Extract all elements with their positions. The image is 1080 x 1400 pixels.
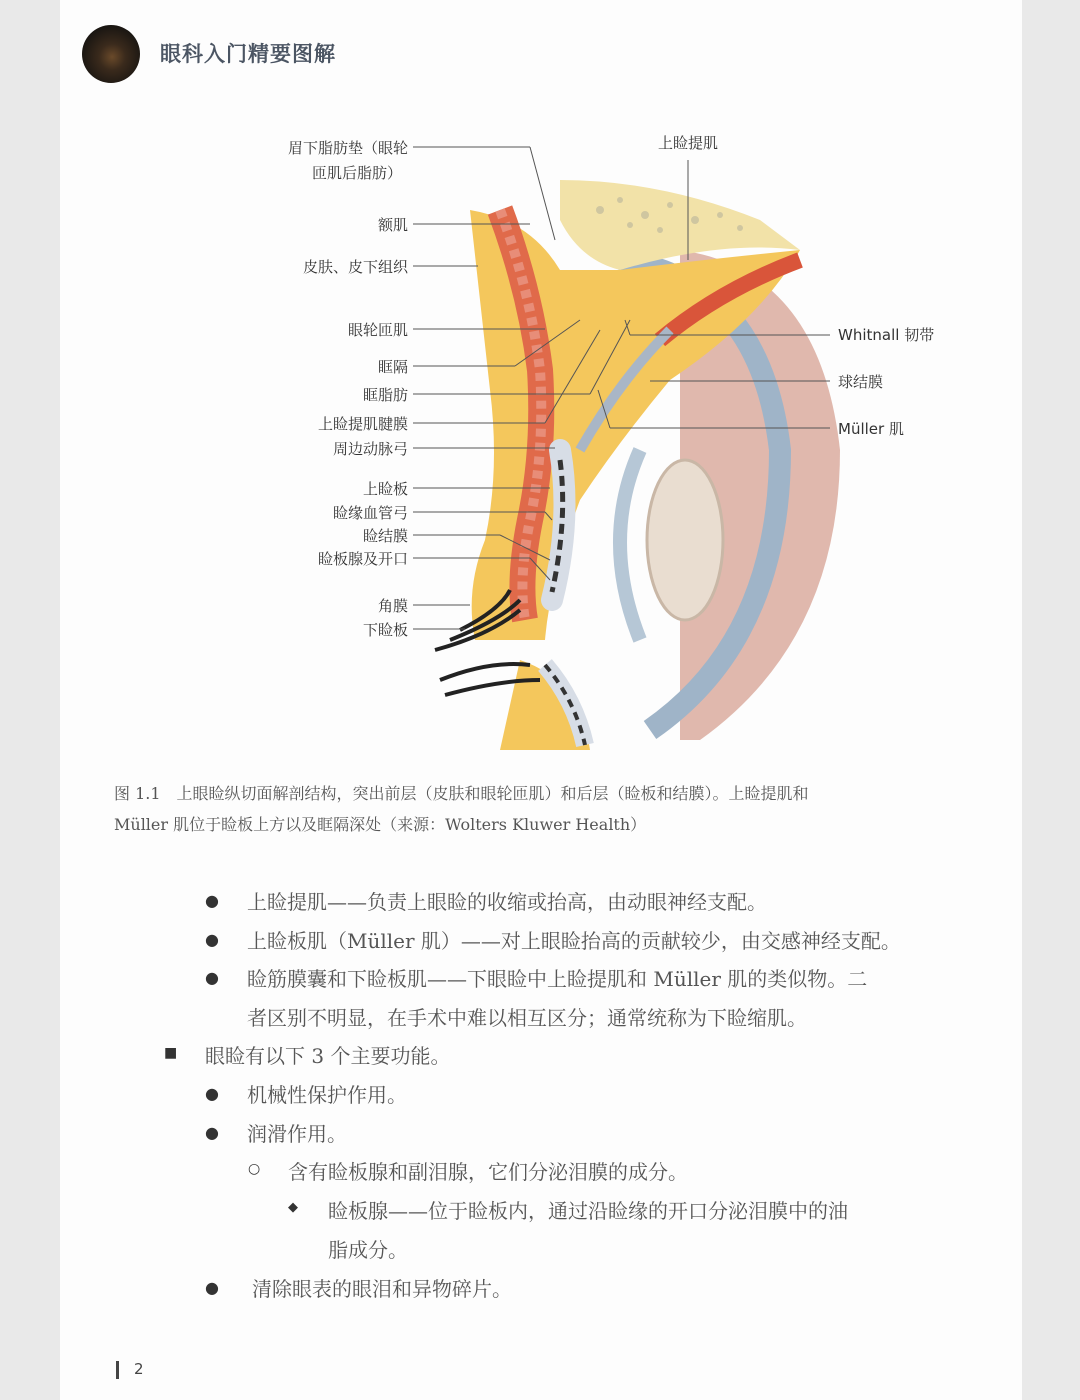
list-item-continued: 者区别不明显，在手术中难以相互区分；通常统称为下睑缩肌。 xyxy=(247,1006,807,1030)
label-cornea: 角膜 xyxy=(377,597,408,615)
label-frontalis: 额肌 xyxy=(377,216,408,234)
caption-line-2: Müller 肌位于睑板上方以及眶隔深处（来源：Wolters Kluwer Health） xyxy=(114,815,647,834)
caption-line-1: 图 1.1 上眼睑纵切面解剖结构，突出前层（皮肤和眼轮匝肌）和后层（睑板和结膜）。上睑提肌和 xyxy=(114,784,809,803)
bullet-dot-icon: ● xyxy=(205,1084,219,1103)
eyelid-anatomy-figure xyxy=(200,120,960,750)
label-upper-tarsus: 上睑板 xyxy=(362,480,408,498)
label-bulbar-conjunctiva: 球结膜 xyxy=(838,373,884,391)
list-item: 睑板腺——位于睑板内，通过沿睑缘的开口分泌泪膜中的油 xyxy=(328,1199,848,1223)
eye-avatar-icon xyxy=(82,25,140,83)
document-page xyxy=(60,0,1022,1400)
bullet-square-icon: ■ xyxy=(164,1045,178,1061)
page-number-marker xyxy=(116,1361,119,1379)
bullet-dot-icon: ● xyxy=(205,1123,219,1142)
list-item: 润滑作用。 xyxy=(247,1122,347,1146)
list-item: 眼睑有以下 3 个主要功能。 xyxy=(205,1044,451,1068)
label-septum: 眶隔 xyxy=(377,358,408,376)
bullet-diamond-icon: ◆ xyxy=(288,1200,298,1215)
figure-caption xyxy=(114,778,954,840)
list-item: 清除眼表的眼泪和异物碎片。 xyxy=(252,1277,512,1301)
list-item: 机械性保护作用。 xyxy=(247,1083,407,1107)
label-peripheral-arcade: 周边动脉弓 xyxy=(332,440,408,458)
bullet-dot-icon: ● xyxy=(205,930,219,949)
label-levator-aponeurosis: 上睑提肌腱膜 xyxy=(317,415,408,433)
label-marginal-arcade: 睑缘血管弓 xyxy=(332,504,408,522)
page-number: 2 xyxy=(134,1360,144,1378)
label-meibomian: 睑板腺及开口 xyxy=(317,550,408,568)
list-item: 上睑提肌——负责上眼睑的收缩或抬高，由动眼神经支配。 xyxy=(247,890,767,914)
label-orbital-fat: 眶脂肪 xyxy=(362,386,408,404)
bullet-dot-icon: ● xyxy=(205,1278,219,1297)
book-title: 眼科入门精要图解 xyxy=(160,42,336,66)
label-orbicularis: 眼轮匝肌 xyxy=(347,321,408,339)
label-muller: Müller 肌 xyxy=(838,420,904,438)
label-lower-tarsus: 下睑板 xyxy=(362,621,408,639)
bullet-circle-icon: ○ xyxy=(248,1161,261,1177)
list-item: 上睑板肌（Müller 肌）——对上眼睑抬高的贡献较少，由交感神经支配。 xyxy=(247,929,901,953)
list-item-continued: 脂成分。 xyxy=(328,1238,408,1262)
list-item: 睑筋膜囊和下睑板肌——下眼睑中上睑提肌和 Müller 肌的类似物。二 xyxy=(247,967,868,991)
label-brow-fat-2: 匝肌后脂肪） xyxy=(311,164,402,182)
label-levator: 上睑提肌 xyxy=(658,134,719,152)
label-whitnall: Whitnall 韧带 xyxy=(838,326,935,344)
bullet-dot-icon: ● xyxy=(205,891,219,910)
bullet-dot-icon: ● xyxy=(205,968,219,987)
list-item: 含有睑板腺和副泪腺，它们分泌泪膜的成分。 xyxy=(288,1160,688,1184)
label-skin: 皮肤、皮下组织 xyxy=(302,258,408,276)
label-palpebral-conjunctiva: 睑结膜 xyxy=(362,527,408,545)
label-brow-fat-1: 眉下脂肪垫（眼轮 xyxy=(287,139,408,157)
